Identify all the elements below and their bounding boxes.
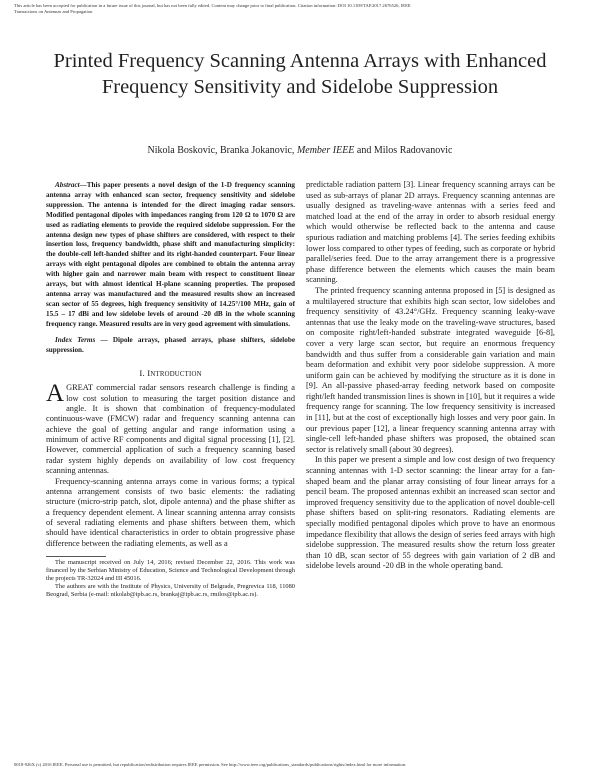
notice-line-1: This article has been accepted for publication in a future issue of this journal, but has not been fully edited. Content may change prior to final publication. Citation information: DOI 10.1109/TAP.2017.2676526, IEEE [14, 3, 411, 8]
notice-line-2: Transactions on Antennas and Propagation [14, 9, 93, 15]
section-title-first: I [147, 368, 151, 379]
index-terms-label: Index Terms — [55, 335, 108, 344]
journal-notice [14, 3, 586, 15]
author-membership: Member IEEE [296, 145, 355, 156]
abstract-text: This paper presents a novel design of the 1-D frequency scanning antenna array with enhanced scan sector, frequency sensitivity and sidelobe suppression. The antenna is intended for the direct imaging radar sensors. Modified pentagonal dipoles with impedances ranging from 120 Ω to 1070 Ω are used as radiating elements to provide the required sidelobe suppression. For the antenna design new types of phase shifters are considered, with respect to their insertion loss, frequency bandwidth, phase shift and manufacturing simplicity: the double-cell left-handed shifter and its right-handed counterpart. Four linear arrays with eight pentagonal dipoles are combined to obtain the antenna array with higher gain and narrower main beam with respect to constituent linear arrays, but with almost identical H-plane scanning properties. The proposed antenna array was manufactured and the measured results show an increased scan sector of 55 degrees, high frequency sensitivity of 14.25°/100 MHz, gain of 15.5 – 17 dBi and low sidelobe levels of around -20 dB in the whole scanning frequency range. Measured results are in very good agreement with simulations. [46, 181, 295, 328]
right-column [306, 180, 555, 572]
author-last: and Milos Radovanovic [356, 145, 453, 156]
author-line [40, 145, 560, 156]
footnote-divider [46, 556, 106, 557]
abstract-label: Abstract— [55, 181, 87, 189]
paper-title: Printed Frequency Scanning Antenna Arrays with Enhanced Frequency Sensitivity and Sidelobe Suppression [53, 50, 547, 98]
copyright-footer: 0018-926X (c) 2016 IEEE. Personal use is permitted, but republication/redistribution requires IEEE permission. See http://www.ieee.org/publications_standards/publications/rights/index.html for more information. [14, 762, 407, 767]
abstract [46, 181, 295, 330]
right-paragraph-2: The printed frequency scanning antenna proposed in [5] is designed as a multilayered structure that exhibits high scan sector, low sidelobes and frequency sensitivity of 43.24°/GHz. Frequency scanning leaky-wave antennas that use the leaky mode on the traveling-wave structures, based on composite right/left-handed substrate integrated waveguide [6-8], cover a very large scan sector, but require an enormous frequency bandwidth and thus suffer from a considerable gain variation and main beam deformation and exhibit very poor sidelobe suppression. A more uniform gain can be achieved by modifying the structure as it is done in [9]. An all-passive phased-array feeding network based on composite right/left handed transmission lines is shown in [10], but it requires a wide frequency range for scanning. The low frequency sensitivity is increased in [11], but at the cost of exceptionally high losses and very poor gain. In our previous paper [12], a linear frequency scanning antenna array with single-cell left-handed phase shifters was proposed, the obtained scan sector is relatively small (about 30 degrees). [306, 285, 555, 454]
intro-paragraph-1 [46, 380, 295, 476]
index-terms-text: Dipole arrays, phased arrays, phase shifters, sidelobe suppression. [46, 335, 295, 354]
right-paragraph-1: predictable radiation pattern [3]. Linear frequency scanning arrays can be used as sub-arrays of planar 2D arrays. Frequency scanning antennas are usually designed as traveling-wave antennas with a series feed and matched load at the end of the array in order to absorb residual energy which would otherwise be reflected back to the antenna and cause spurious radiation and matching problems [4]. The series feeding exhibits lower loss compared to other types of feeding, such as corporate or hybrid parallel/series feed. Due to the array arrangement there is a progressive phase difference between the elements which causes the main beam scanning. [306, 180, 555, 285]
drop-cap: A [46, 380, 65, 408]
intro-paragraph-1-text: GREAT commercial radar sensors research challenge is finding a low cost solution to measuring the target position distance and angle. It is shown that combination of frequency-modulated continuous-wave (FMCW) radar and frequency scanning antenna can achieve the goal of getting angular and range information using a minimum of active RF components and digital signal processing [1], [2]. However, commercial application of such a frequency scanning based radar system highly depends on availability of low cost frequency scanning antennas. [46, 383, 295, 476]
footnote-authors: The authors are with the Institute of Physics, University of Belgrade, Pregrevica 118, 11080 Beograd, Serbia (e-mail: nikolab@ipb.ac.rs, brankaj@ipb.ac.rs, rmilos@ipb.ac.rs). [46, 583, 295, 599]
author-names: Nikola Boskovic, Branka Jokanovic, [147, 145, 295, 156]
footnote-manuscript: The manuscript received on July 14, 2016; revised December 22, 2016. This work was financed by the Serbian Ministry of Education, Science and Technological Development through the projects TR-32024 and III 45016. [46, 558, 295, 583]
section-title-rest: NTRODUCTION [150, 371, 202, 379]
intro-paragraph-2: Frequency-scanning antenna arrays come in various forms; a typical antenna arrangement consists of two basic elements: the radiating structure (micro-strip patch, slot, dipole antenna) and the phase shifter as a frequency dependent element. A linear scanning antenna array consists of several radiating elements and phase shifters between them, which should have identical characteristics in order to obtain progressive phase difference between the radiating elements, as well as a [46, 476, 295, 548]
right-paragraph-3: In this paper we present a simple and low cost design of two frequency scanning antennas with 1-D sector scanning: the linear array for a fan-shaped beam and the planar array consisting of four linear arrays for a pencil beam. The proposed antennas exhibit an increased scan sector and improved frequency sensitivity due to the application of novel double-cell phase shifters based on split-ring resonators. Radiating elements are specially modified pentagonal dipoles which prove to have an enormous impedance flexibility that allows the design of series feed arrays with high sidelobe suppression. The measured results show the return loss greater than 10 dB, scan sector of 55 degrees with gain variation of 2 dB and sidelobe levels around -20 dB in the whole operating band. [306, 455, 555, 571]
index-terms [46, 336, 295, 356]
left-column [46, 181, 295, 599]
section-heading-introduction [46, 368, 295, 378]
section-number: I. [139, 368, 145, 379]
